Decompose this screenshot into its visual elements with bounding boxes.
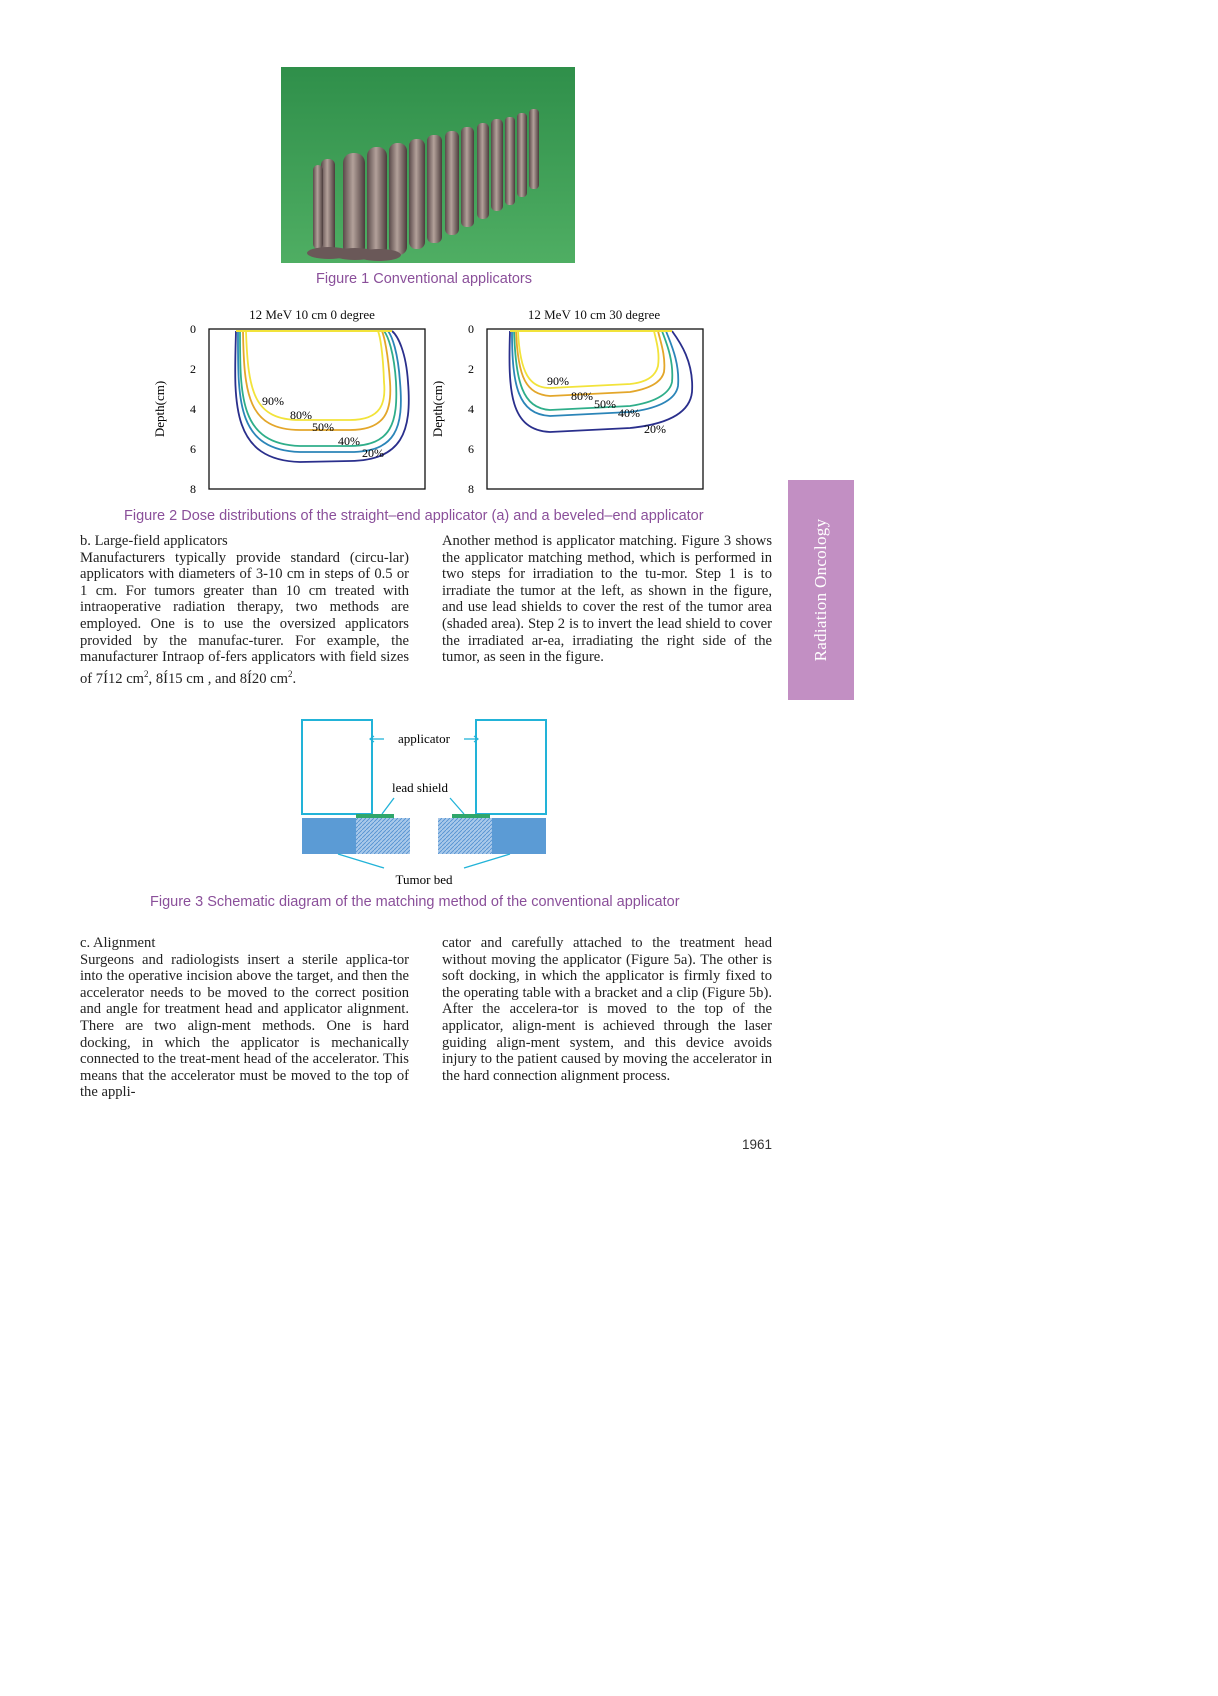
matching-method-schematic xyxy=(298,718,552,888)
section-c-right-column xyxy=(442,935,772,1084)
applicators-photo xyxy=(281,67,575,263)
ytick: 8 xyxy=(190,482,196,496)
applicator-left xyxy=(302,720,372,814)
side-tab-label: Radiation Oncology xyxy=(811,518,830,662)
isodose-20 xyxy=(509,331,692,432)
section-b-paragraph: Manufacturers typically provide standard (circu-lar) applicators with diameters of 3-10 cm in steps of 0.5 or 1 cm. For tumors greater than 10 cm treated with intraoperative radiation therapy, two methods are employed. One is to use the oversized applicators provided by the manufac-turer. For example, the manufacturer Intraop of-fers applicators with field sizes of 7Í12 cm xyxy=(80,549,409,687)
section-c-heading: c. Alignment xyxy=(80,935,156,951)
section-b-right-column xyxy=(442,533,772,666)
chart-left-title: 12 MeV 10 cm 0 degree xyxy=(249,307,375,322)
isodose-label: 40% xyxy=(338,434,360,448)
ytick: 8 xyxy=(468,482,474,496)
section-c-left-paragraph: Surgeons and radiologists insert a sterile applica-tor into the operative incision above the target, and then the accelerator needs to be moved to the correct position and angle for treatment head and applicator alignment. There are two align-ment methods. One is hard docking, in which the applicator is mechanically connected to the treat-ment head of the accelerator. This means that the accelerator must be moved to the top of the appli- xyxy=(80,951,409,1101)
figure2-caption: Figure 2 Dose distributions of the straight–end applicator (a) and a beveled–end applicator xyxy=(124,508,704,524)
section-b-right-paragraph: Another method is applicator matching. Figure 3 shows the applicator matching method, which is performed in two steps for irradiation to the tu-mor. Step 1 is to irradiate the tumor at the left, as shown in the figure, and use lead shields to cover the rest of the tumor area (shaded area). Step 2 is to invert the lead shield to cover the irradiated ar-ea, irradiating the right side of the tumor, as seen in the figure. xyxy=(442,533,772,666)
lead-shield-left xyxy=(356,814,394,818)
section-b-paragraph-cont: , and 8Í20 cm xyxy=(207,670,288,687)
isodose-label: 20% xyxy=(644,422,666,436)
label-lead-shield: lead shield xyxy=(392,780,448,795)
section-b-left-column xyxy=(80,533,409,687)
tumor-bed-shielded xyxy=(438,818,492,854)
section-c-right-paragraph: cator and carefully attached to the treatment head without moving the applicator (Figure 5a). The other is soft docking, in which the applicator is firmly fixed to the operating table with a bracket and a clip (Figure 5b). After the accelera-tor is moved to the top of the applicator, align-ment is achieved through the laser guiding align-ment system, and this device avoids injury to the patient caused by moving the accelerator in the hard connection alignment process. xyxy=(442,935,772,1084)
section-b-paragraph-end: . xyxy=(292,670,297,687)
ytick: 0 xyxy=(468,322,474,336)
tumor-bed-shielded xyxy=(356,818,410,854)
section-b-paragraph-cont: , 8Í15 cm xyxy=(148,670,205,687)
isodose-90 xyxy=(518,331,659,388)
page-number: 1961 xyxy=(742,1137,773,1152)
applicator-right xyxy=(476,720,546,814)
chart-straight-end xyxy=(152,307,425,496)
section-b-heading: b. Large-field applicators xyxy=(80,533,228,549)
ytick: 4 xyxy=(190,402,196,416)
superscript: 2 xyxy=(287,668,293,679)
ytick: 6 xyxy=(468,442,474,456)
ytick: 6 xyxy=(190,442,196,456)
isodose-label: 80% xyxy=(571,389,593,403)
label-applicator: applicator xyxy=(398,731,450,746)
figure3-caption: Figure 3 Schematic diagram of the matching method of the conventional applicator xyxy=(150,894,680,910)
isodose-label: 50% xyxy=(312,420,334,434)
isodose-label: 50% xyxy=(594,397,616,411)
dose-distribution-charts xyxy=(150,302,710,502)
ylabel: Depth(cm) xyxy=(430,380,445,438)
lead-shield-right xyxy=(452,814,490,818)
isodose-80 xyxy=(243,331,390,430)
tumor-bed-irradiated xyxy=(492,818,546,854)
isodose-label: 20% xyxy=(362,446,384,460)
label-tumor-bed: Tumor bed xyxy=(395,872,453,887)
ytick: 0 xyxy=(190,322,196,336)
tumor-bed-irradiated xyxy=(302,818,356,854)
chart-right-title: 12 MeV 10 cm 30 degree xyxy=(527,307,661,322)
superscript: 2 xyxy=(144,668,149,679)
section-c-left-column xyxy=(80,935,409,1101)
isodose-label: 40% xyxy=(618,406,640,420)
isodose-label: 90% xyxy=(262,394,284,408)
isodose-label: 80% xyxy=(290,408,312,422)
ytick: 4 xyxy=(468,402,474,416)
section-side-tab xyxy=(788,480,854,700)
isodose-label: 90% xyxy=(547,374,569,388)
chart-beveled-end xyxy=(430,307,703,496)
ytick: 2 xyxy=(468,362,474,376)
figure1-caption: Figure 1 Conventional applicators xyxy=(316,271,533,287)
ytick: 2 xyxy=(190,362,196,376)
ylabel: Depth(cm) xyxy=(152,380,167,438)
